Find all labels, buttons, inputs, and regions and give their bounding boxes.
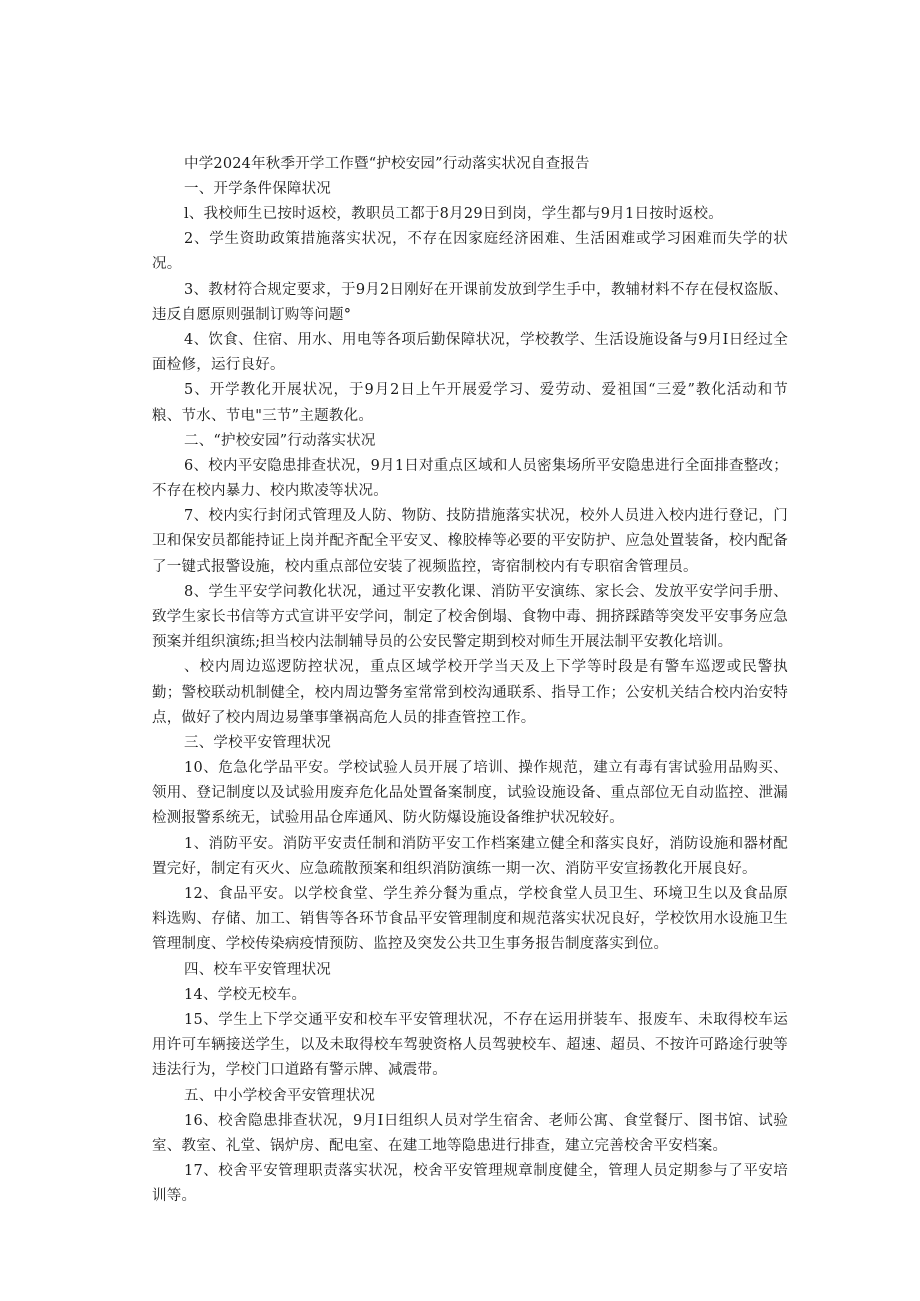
paragraph-item-9: 、校内周边巡逻防控状况，重点区域学校开学当天及上下学等时段是有警车巡逻或民警执勤；警校联动机制健全，校内周边警务室常常到校沟通联系、指导工作；公安机关结合校内治安特点，做好了校内周边易肇事肇祸高危人员的排查管控工作。 bbox=[152, 659, 788, 726]
paragraph-item-4: 4、饮食、住宿、用水、用电等各项后勤保障状况，学校教学、生活设施设备与9月I日经过全面检修，运行良好。 bbox=[152, 332, 788, 374]
paragraph-item-15: 15、学生上下学交通平安和校车平安管理状况，不存在运用拼装车、报废车、未取得校车运用许可车辆接送学生，以及未取得校车驾驶资格人员驾驶校车、超速、超员、不按许可路途行驶等违法行为，学校门口道路有警示牌、减震带。 bbox=[152, 1011, 788, 1079]
paragraph-item-10: 10、危急化学品平安。学校试验人员开展了培训、操作规范，建立有毒有害试验用品购买、领用、登记制度以及试验用废弃危化品处置备案制度，试验设施设备、重点部位无自动监控、泄漏检测报警系统无，试验用品仓库通风、防火防爆设施设备维护状况较好。 bbox=[152, 760, 788, 827]
section-heading-5: 五、中小学校舍平安管理状况 bbox=[184, 1087, 376, 1104]
document-title: 中学2024年秋季开学工作暨“护校安园”行动落实状况自查报告 bbox=[184, 156, 590, 172]
paragraph-item-12: 12、食品平安。以学校食堂、学生养分餐为重点，学校食堂人员卫生、环境卫生以及食品原料选购、存储、加工、销售等各环节食品平安管理制度和规范落实状况良好，学校饮用水设施卫生管理制度、学校传染病疫情预防、监控及突发公共卫生事务报告制度落实到位。 bbox=[152, 886, 788, 953]
section-heading-3: 三、学校平安管理状况 bbox=[184, 735, 331, 752]
paragraph-item-11: 1、消防平安。消防平安责任制和消防平安工作档案建立健全和落实良好，消防设施和器材配置完好，制定有灭火、应急疏散预案和组织消防演练一期一次、消防平安宣扬教化开展良好。 bbox=[152, 835, 788, 877]
section-heading-4: 四、校车平安管理状况 bbox=[184, 961, 331, 978]
document-page bbox=[152, 152, 788, 1209]
paragraph-item-8: 8、学生平安学问教化状况，通过平安教化课、消防平安演练、家长会、发放平安学问手册、致学生家长书信等方式宣讲平安学问，制定了校舍倒塌、食物中毒、拥挤踩踏等突发平安事务应急预案并组织演练;担当校内法制辅导员的公安民警定期到校对师生开展法制平安教化培训。 bbox=[152, 583, 788, 651]
section-heading-2: 二、“护校安园”行动落实状况 bbox=[184, 432, 376, 449]
section-heading-1: 一、开学条件保障状况 bbox=[184, 181, 331, 197]
paragraph-item-7: 7、校内实行封闭式管理及人防、物防、技防措施落实状况，校外人员进入校内进行登记，门卫和保安员都能持证上岗并配齐配全平安叉、橡胶棒等必要的平安防护、应急处置装备，校内配备了一键式报警设施，校内重点部位安装了视频监控，寄宿制校内有专职宿舍管理员。 bbox=[152, 508, 788, 575]
paragraph-item-5: 5、开学教化开展状况，于9月2日上午开展爱学习、爱劳动、爱祖国“三爱”教化活动和节粮、节水、节电"三节”主题教化。 bbox=[152, 382, 788, 424]
paragraph-item-3: 3、教材符合规定要求，于9月2日刚好在开课前发放到学生手中，教辅材料不存在侵权盗版、违反自愿原则强制订购等问题° bbox=[152, 281, 788, 323]
paragraph-item-6: 6、校内平安隐患排查状况，9月1日对重点区域和人员密集场所平安隐患进行全面排查整改；不存在校内暴力、校内欺凌等状况。 bbox=[152, 457, 788, 500]
paragraph-item-1: l、我校师生已按时返校，教职员工都于8月29日到岗，学生都与9月1日按时返校。 bbox=[184, 206, 724, 222]
paragraph-item-16: 16、校舍隐患排查状况，9月I日组织人员对学生宿舍、老师公寓、食堂餐厅、图书馆、试验室、教室、礼堂、锅炉房、配电室、在建工地等隐患进行排查，建立完善校舍平安档案。 bbox=[152, 1112, 788, 1154]
paragraph-item-2: 2、学生资助政策措施落实状况，不存在因家庭经济困难、生活困难或学习困难而失学的状况。 bbox=[152, 231, 788, 273]
document-body bbox=[152, 177, 788, 1209]
paragraph-item-17: 17、校舍平安管理职责落实状况，校舍平安管理规章制度健全，管理人员定期参与了平安培训等。 bbox=[152, 1162, 788, 1205]
paragraph-item-14: 14、学校无校车。 bbox=[184, 986, 307, 1003]
